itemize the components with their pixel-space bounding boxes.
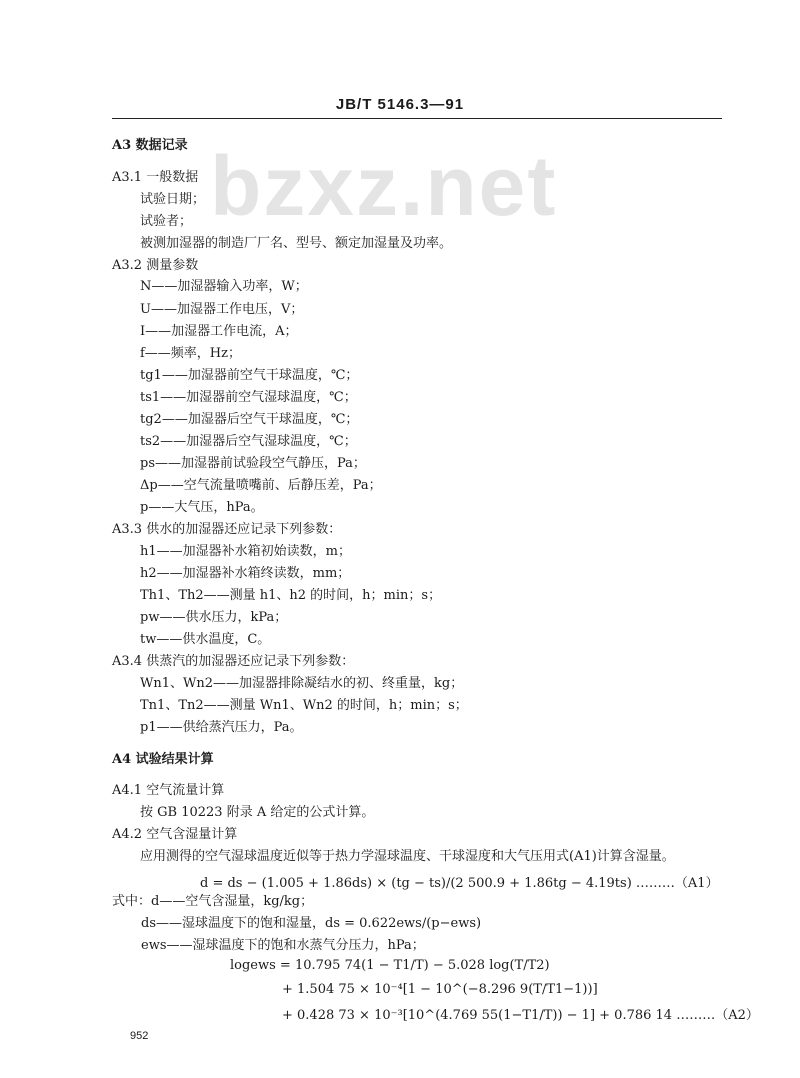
parameter-line: tw——供水温度，C。 bbox=[140, 632, 271, 647]
parameter-line: I——加湿器工作电流，A； bbox=[140, 324, 298, 339]
parameter-line: ps——加湿器前试验段空气静压，Pa； bbox=[140, 456, 366, 471]
section-a4-2-title: A4.2 空气含湿量计算 bbox=[112, 827, 238, 842]
parameter-line: p——大气压，hPa。 bbox=[140, 500, 264, 515]
parameter-line: h1——加湿器补水箱初始读数，m； bbox=[140, 544, 351, 559]
parameter-line: p1——供给蒸汽压力，Pa。 bbox=[140, 720, 303, 735]
section-a3-1-title: A3.1 一般数据 bbox=[112, 170, 199, 185]
section-a3-3-title: A3.3 供水的加湿器还应记录下列参数： bbox=[112, 522, 342, 537]
section-a4-title: A4 试验结果计算 bbox=[112, 752, 214, 767]
standard-number: JB/T 5146.3—91 bbox=[335, 96, 465, 113]
parameter-line: Tn1、Tn2——测量 Wn1、Wn2 的时间，h；min；s； bbox=[140, 698, 468, 713]
a3-1-line: 被测加湿器的制造厂厂名、型号、额定加湿量及功率。 bbox=[140, 236, 453, 251]
formula-a2-line: logews = 10.795 74(1 − T1/T) − 5.028 log(T/T2) bbox=[230, 958, 550, 973]
where-line: ews——湿球温度下的饱和水蒸气分压力，hPa； bbox=[141, 938, 425, 953]
parameter-line: tg2——加湿器后空气干球温度，℃； bbox=[140, 412, 359, 427]
a4-2-text: 应用测得的空气湿球温度近似等于热力学湿球温度、干球湿度和大气压用式(A1)计算含湿量。 bbox=[140, 849, 675, 864]
where-line: 式中：d——空气含湿量，kg/kg； bbox=[112, 894, 314, 909]
a4-1-text: 按 GB 10223 附录 A 给定的公式计算。 bbox=[140, 805, 375, 820]
header-rule bbox=[112, 118, 722, 119]
watermark: bzxz.net bbox=[210, 139, 558, 233]
parameter-line: ts1——加湿器前空气湿球温度，℃； bbox=[140, 390, 357, 405]
section-a3-title: A3 数据记录 bbox=[112, 138, 188, 153]
a3-1-line: 试验者； bbox=[140, 214, 193, 229]
section-a4-1-title: A4.1 空气流量计算 bbox=[112, 783, 225, 798]
section-a3-4-title: A3.4 供蒸汽的加湿器还应记录下列参数： bbox=[112, 654, 355, 669]
page-number: 952 bbox=[130, 1030, 149, 1042]
parameter-line: U——加湿器工作电压，V； bbox=[140, 302, 304, 317]
parameter-line: Wn1、Wn2——加湿器排除凝结水的初、终重量，kg； bbox=[140, 676, 464, 691]
parameter-line: N——加湿器输入功率，W； bbox=[140, 279, 308, 294]
formula-a2-line: + 1.504 75 × 10⁻⁴[1 − 10^(−8.296 9(T/T1−1))] bbox=[282, 982, 598, 997]
a3-1-line: 试验日期； bbox=[140, 192, 206, 207]
parameter-line: ts2——加湿器后空气湿球温度，℃； bbox=[140, 434, 357, 449]
parameter-line: pw——供水压力，kPa； bbox=[140, 610, 288, 625]
formula-a1: d = ds − (1.005 + 1.86ds) × (tg − ts)/(2 500.9 + 1.86tg − 4.19ts) ………（A1） bbox=[200, 876, 719, 891]
parameter-line: Th1、Th2——测量 h1、h2 的时间，h；min；s； bbox=[140, 588, 442, 603]
parameter-line: h2——加湿器补水箱终读数，mm； bbox=[140, 566, 351, 581]
parameter-line: Δp——空气流量喷嘴前、后静压差，Pa； bbox=[140, 478, 382, 493]
parameter-line: tg1——加湿器前空气干球温度，℃； bbox=[140, 368, 359, 383]
parameter-line: f——频率，Hz； bbox=[140, 346, 241, 361]
formula-a2-line: + 0.428 73 × 10⁻³[10^(4.769 55(1−T1/T)) − 1] + 0.786 14 ………（A2） bbox=[282, 1008, 759, 1023]
where-line: ds——湿球温度下的饱和湿量，ds = 0.622ews/(p−ews) bbox=[141, 916, 482, 931]
section-a3-2-title: A3.2 测量参数 bbox=[112, 258, 199, 273]
